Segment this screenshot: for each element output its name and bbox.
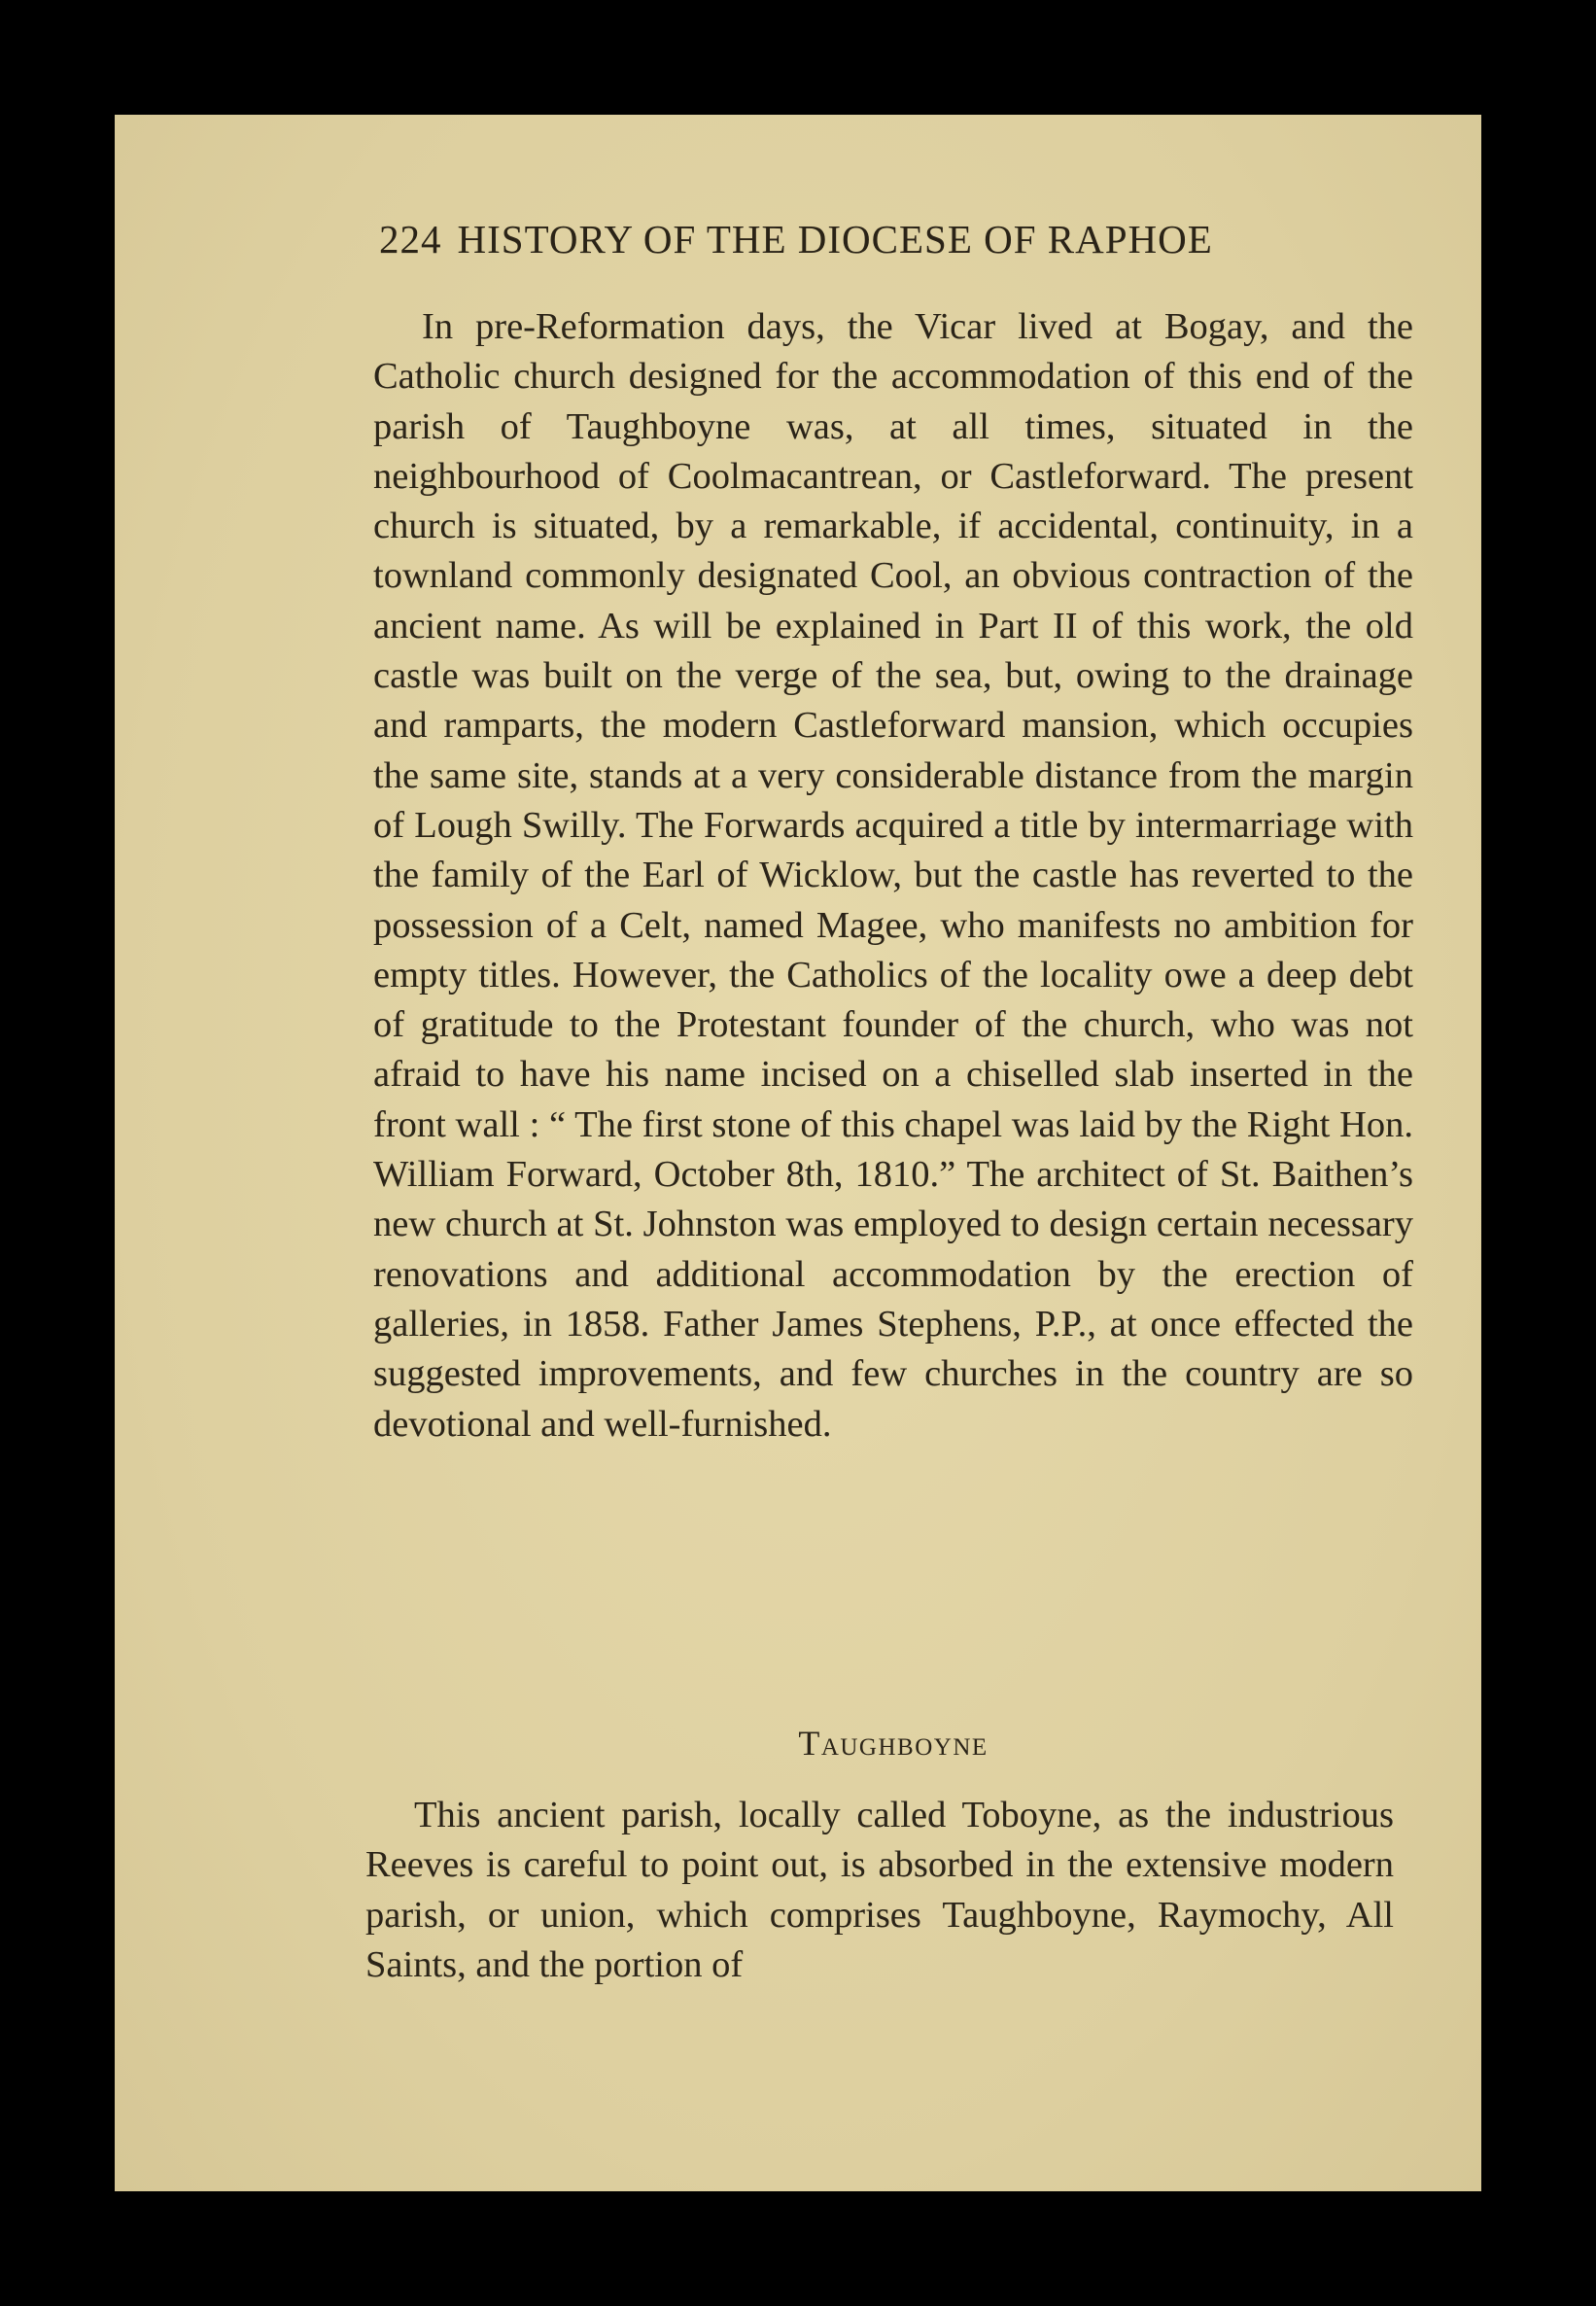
running-title: HISTORY OF THE DIOCESE OF RAPHOE bbox=[457, 217, 1213, 262]
page-number: 224 bbox=[379, 217, 442, 262]
paragraph: This ancient parish, locally called Toboyne, as the industrious Reeves is careful to point out, is absorbed in the extensive modern parish, or union, which comprises Taughboyne, Raymochy, All Saints, and the portion of bbox=[365, 1795, 1394, 1985]
running-head bbox=[379, 216, 1409, 262]
paragraph: In pre-Reformation days, the Vicar lived at Bogay, and the Catholic church designed for the accommodation of this end of the parish of Taughboyne was, at all times, situated in the neighbourhood of Coolmacantrean, or Castleforward. The present church is situated, by a remarkable, if accidental, continuity, in a townland commonly designated Cool, an obvious contraction of the ancient name. As will be explained in Part II of this work, the old castle was built on the verge of the sea, but, owing to the drainage and ramparts, the modern Castleforward mansion, which occupies the same site, stands at a very considerable distance from the margin of Lough Swilly. The Forwards acquired a title by intermarriage with the family of the Earl of Wicklow, but the castle has reverted to the possession of a Celt, named Magee, who manifests no ambition for empty titles. However, the Catholics of the locality owe a deep debt of gratitude to the Protestant founder of the church, who was not afraid to have his name incised on a chiselled slab inserted in the front wall : “ The first stone of this chapel was laid by the Right Hon. William Forward, October 8th, 1810.” The architect of St. Baithen’s new church at St. Johnston was employed to design certain necessary renovations and additional accommodation by the erection of galleries, in 1858. Father James Stephens, P.P., at once effected the suggested improvements, and few churches in the country are so devotional and well-furnished. bbox=[373, 306, 1413, 1445]
section-heading: Taughboyne bbox=[798, 1724, 989, 1763]
